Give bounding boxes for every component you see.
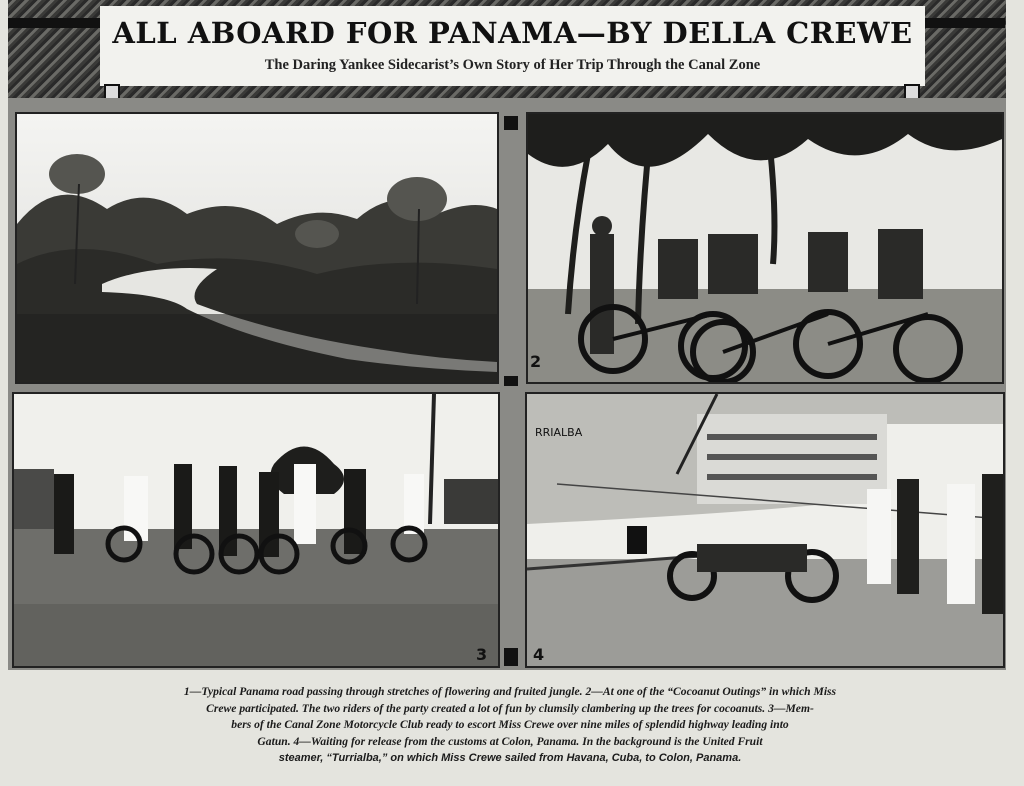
title-box: [100, 6, 925, 86]
frame-divider-mark: [504, 648, 518, 666]
photo-jungle-road: [15, 112, 499, 384]
caption-line: 1—Typical Panama road passing through stretches of flowering and fruited jungle. 2—At one of the “Cocoanut Outings” in which Miss: [183, 685, 837, 698]
photo-motorcycle-club: [12, 392, 500, 668]
photo-number: 4: [533, 645, 545, 664]
photo-steamer-dock: [525, 392, 1005, 668]
banner-ornament-right: [925, 18, 1005, 28]
caption-line: bers of the Canal Zone Motorcycle Club ready to escort Miss Crewe over nine miles of splendid highway leading into: [231, 718, 789, 732]
frame-divider-mark: [504, 116, 518, 130]
article-subtitle: The Daring Yankee Sidecarist’s Own Story of Her Trip Through the Canal Zone: [264, 57, 761, 73]
frame-divider-mark: [504, 376, 518, 386]
photo-number: 3: [476, 645, 488, 664]
caption-line: steamer, “Turrialba,” on which Miss Crewe sailed from Havana, Cuba, to Colon, Panama.: [278, 752, 742, 765]
caption-line: Gatun. 4—Waiting for release from the customs at Colon, Panama. In the background is the United Fruit: [257, 734, 763, 748]
banner-ornament-left: [8, 18, 100, 28]
ship-hull-lettering: RRIALBA: [535, 426, 583, 439]
article-title: ALL ABOARD FOR PANAMA—BY DELLA CREWE: [112, 16, 913, 50]
photo-number: 2: [530, 352, 542, 371]
caption-line: Crewe participated. The two riders of the party created a lot of fun by clumsily clambering up the trees for cocoanuts. 3—Mem-: [206, 701, 814, 715]
photo-coconut-outing: [526, 112, 1004, 384]
photo-caption: [10, 684, 1010, 780]
